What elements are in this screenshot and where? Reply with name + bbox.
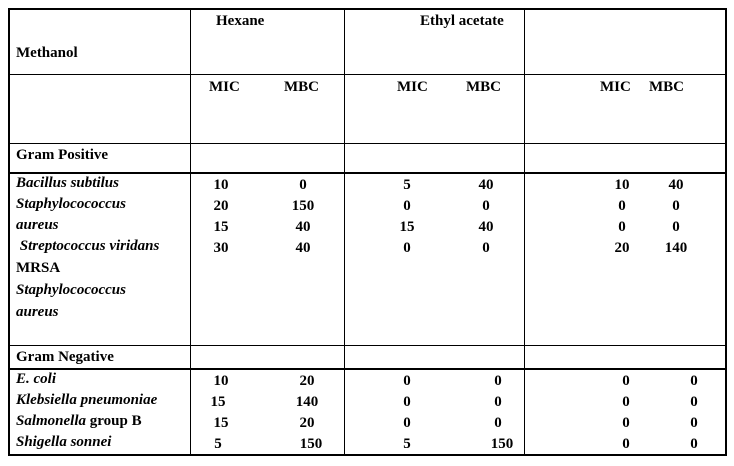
value-cell: 30 [213,240,229,256]
value-cell: 0 [622,436,630,452]
value-cell: 0 [494,415,502,431]
value-cell: 0 [622,394,630,410]
value-cell: 5 [403,436,411,452]
section-gram-negative: Gram Negative [16,349,114,365]
organism-name: Shigella sonnei [16,434,112,450]
row-divider [9,345,726,346]
organism-name: Staphylocococcus [16,282,126,298]
value-cell: 140 [295,394,319,410]
value-cell: 10 [213,373,229,389]
value-cell: 0 [494,394,502,410]
value-cell: 40 [478,219,494,235]
value-cell: 40 [478,177,494,193]
value-cell: 15 [213,415,229,431]
header-hexane-mbc: MBC [284,79,319,95]
organism-name: E. coli [16,371,56,387]
value-cell: 0 [403,394,411,410]
value-cell: 0 [690,436,698,452]
value-cell: 5 [214,436,222,452]
header-ethyl-acetate: Ethyl acetate [420,13,504,29]
organism-name: Staphylocococcus [16,196,126,212]
value-cell: 15 [210,394,226,410]
value-cell: 0 [618,198,626,214]
value-cell: 0 [403,198,411,214]
header-methanol: Methanol [16,45,78,61]
organism-name: aureus [16,217,59,233]
header-hexane-mic: MIC [209,79,240,95]
value-cell: 0 [672,219,680,235]
header-ethyl-mbc: MBC [466,79,501,95]
organism-name-italic: Salmonella [16,413,87,429]
organism-name: Klebsiella pneumoniae [16,392,158,408]
row-divider [9,143,726,144]
value-cell: 150 [490,436,514,452]
value-cell: 0 [299,177,307,193]
header-ethyl-mic: MIC [397,79,428,95]
value-cell: 0 [690,394,698,410]
value-cell: 20 [299,373,315,389]
value-cell: 0 [403,415,411,431]
value-cell: 40 [295,240,311,256]
row-divider [9,74,726,75]
value-cell: 40 [668,177,684,193]
value-cell: 0 [622,415,630,431]
value-cell: 0 [403,373,411,389]
section-gram-positive: Gram Positive [16,147,109,163]
value-cell: 0 [403,240,411,256]
value-cell: 0 [690,373,698,389]
row-divider [9,368,726,370]
value-cell: 5 [403,177,411,193]
column-divider [524,9,525,455]
value-cell: 0 [622,373,630,389]
value-cell: 15 [399,219,415,235]
value-cell: 10 [213,177,229,193]
organism-name: aureus [16,304,59,320]
organism-name: Bacillus subtilus [16,175,119,191]
value-cell: 0 [482,198,490,214]
value-cell: 10 [614,177,630,193]
organism-name-rest: group B [86,413,142,429]
value-cell: 15 [213,219,229,235]
value-cell: 40 [295,219,311,235]
header-hexane: Hexane [216,13,265,29]
value-cell: 0 [494,373,502,389]
organism-name: Streptococcus viridans [16,238,160,254]
value-cell: 0 [618,219,626,235]
value-cell: 150 [299,436,323,452]
value-cell: 140 [664,240,688,256]
value-cell: 20 [614,240,630,256]
organism-name: MRSA [16,260,61,276]
column-divider [344,9,345,455]
value-cell: 150 [291,198,315,214]
value-cell: 0 [672,198,680,214]
header-methanol-mic: MIC [600,79,631,95]
column-divider [190,9,191,455]
value-cell: 0 [690,415,698,431]
header-methanol-mbc: MBC [649,79,684,95]
value-cell: 20 [299,415,315,431]
value-cell: 20 [213,198,229,214]
organism-name [16,411,142,431]
value-cell: 0 [482,240,490,256]
